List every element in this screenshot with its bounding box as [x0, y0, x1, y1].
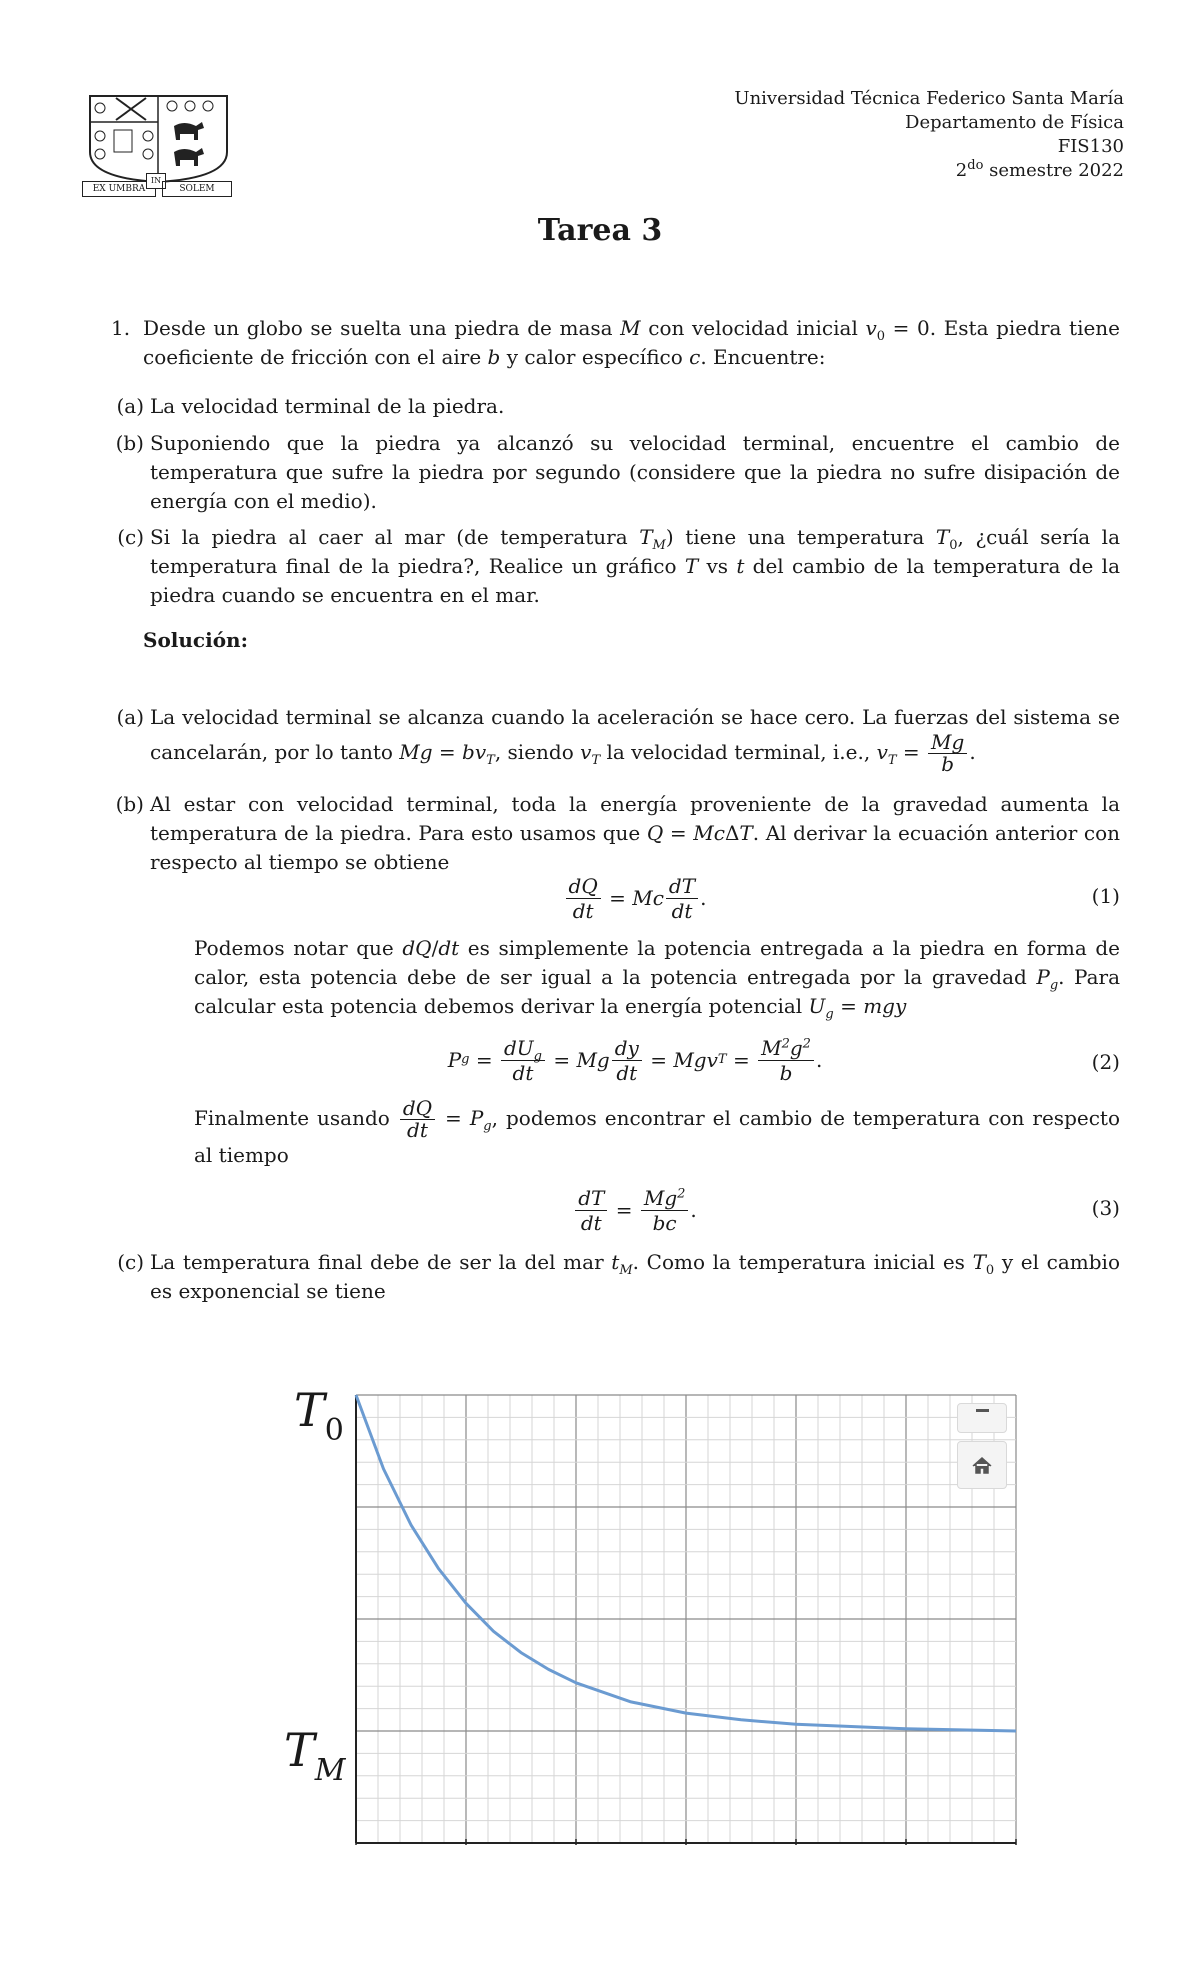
page-title: Tarea 3: [537, 213, 663, 248]
solution-part-b: (b) Al estar con velocidad terminal, toda la energía proveniente de la gravedad aumenta la temperatura de la piedra. Para esto usamos que Q = McΔT. Al derivar la ecuación anterior con respecto al tiempo se obtiene: [115, 792, 1120, 874]
motto-left: EX UMBRA: [82, 181, 156, 197]
graph-zoom-out-button[interactable]: [957, 1403, 1007, 1433]
equation-3: $\frac{dT}{dt}$ = $\frac{Mg^2}{bc}$ .: [150, 1180, 1120, 1240]
minus-icon: [976, 1409, 989, 1412]
solution-heading: Solución:: [143, 628, 248, 652]
graph-home-button[interactable]: [957, 1441, 1007, 1489]
temperature-chart: [290, 1385, 1050, 1845]
semester: $2^{do}$ semestre 2022: [955, 158, 1124, 181]
temperature-graph: [284, 1383, 1050, 1845]
equation-1: $\frac{dQ}{dt}$ = Mc $\frac{dT}{dt}$ .: [150, 868, 1120, 928]
motto-mid: IN: [146, 173, 166, 189]
solution-part-b-final: Finalmente usando $\frac{dQ}{dt}$ = $P_g$, podemos encontrar el cambio de temperatura con respecto al tiempo: [194, 1096, 1120, 1167]
solution-part-b-cont: Podemos notar que dQ/dt es simplemente la potencia entregada a la piedra en forma de calor, esta potencia debe de ser igual a la potencia entregada por la gravedad $P_g$. Para calcular esta potencia debemos derivar la energía potencial $U_g$ = mgy: [194, 936, 1120, 1022]
equation-2: P g = $\frac{dU_g}{dt}$ = Mg $\frac{dy}{dt}$ = Mgv T = $\frac{M^2g^2}{b}$ .: [447, 1035, 823, 1085]
problem-part-b: (b) Suponiendo que la piedra ya alcanzó su velocidad terminal, encuentre el cambio de temperatura que sufre la piedra por segundo (considere que la piedra no sufre disipación de energía con el medio).: [115, 431, 1120, 513]
crest-motto-ribbon: [82, 177, 234, 199]
y-label-tm: $T_M$: [284, 1723, 346, 1788]
motto-right: SOLEM: [162, 181, 232, 197]
y-label-t0: $T_0$: [294, 1383, 344, 1448]
problem-number: 1.: [111, 316, 131, 340]
equation-3-number: (3): [1091, 1196, 1120, 1220]
home-icon: [958, 1442, 1006, 1488]
department-name: Departamento de Física: [905, 112, 1124, 133]
header-info: [624, 87, 1124, 183]
equation-1-number: (1): [1091, 884, 1120, 908]
problem-statement: 1. Desde un globo se suelta una piedra de masa M con velocidad inicial $v_0 = 0$. Esta piedra tiene coeficiente de fricción con el aire b y calor específico c. Encuentre:: [111, 316, 1121, 369]
solution-part-a: (a) La velocidad terminal se alcanza cuando la aceleración se hace cero. La fuerzas del sistema se cancelarán, por lo tanto $Mg = bv_T$, siendo $v_T$ la velocidad terminal, i.e., $v_T$ = $\frac{Mg}{b}$ .: [116, 705, 1120, 776]
solution-part-c: (c) La temperatura final debe de ser la del mar $t_M$. Como la temperatura inicial es $T_0$ y el cambio es exponencial se tiene: [117, 1250, 1120, 1303]
equation-2-number: (2): [1091, 1050, 1120, 1074]
university-name: Universidad Técnica Federico Santa María: [734, 88, 1124, 109]
course-code: FIS130: [1057, 136, 1124, 157]
problem-part-a: (a) La velocidad terminal de la piedra.: [116, 394, 505, 418]
problem-part-c: (c) Si la piedra al caer al mar (de temperatura $T_M$) tiene una temperatura $T_0$, ¿cuál sería la temperatura final de la piedra?, Realice un gráfico T vs t del cambio de la temperatura de la piedra cuando se encuentra en el mar.: [117, 525, 1121, 607]
